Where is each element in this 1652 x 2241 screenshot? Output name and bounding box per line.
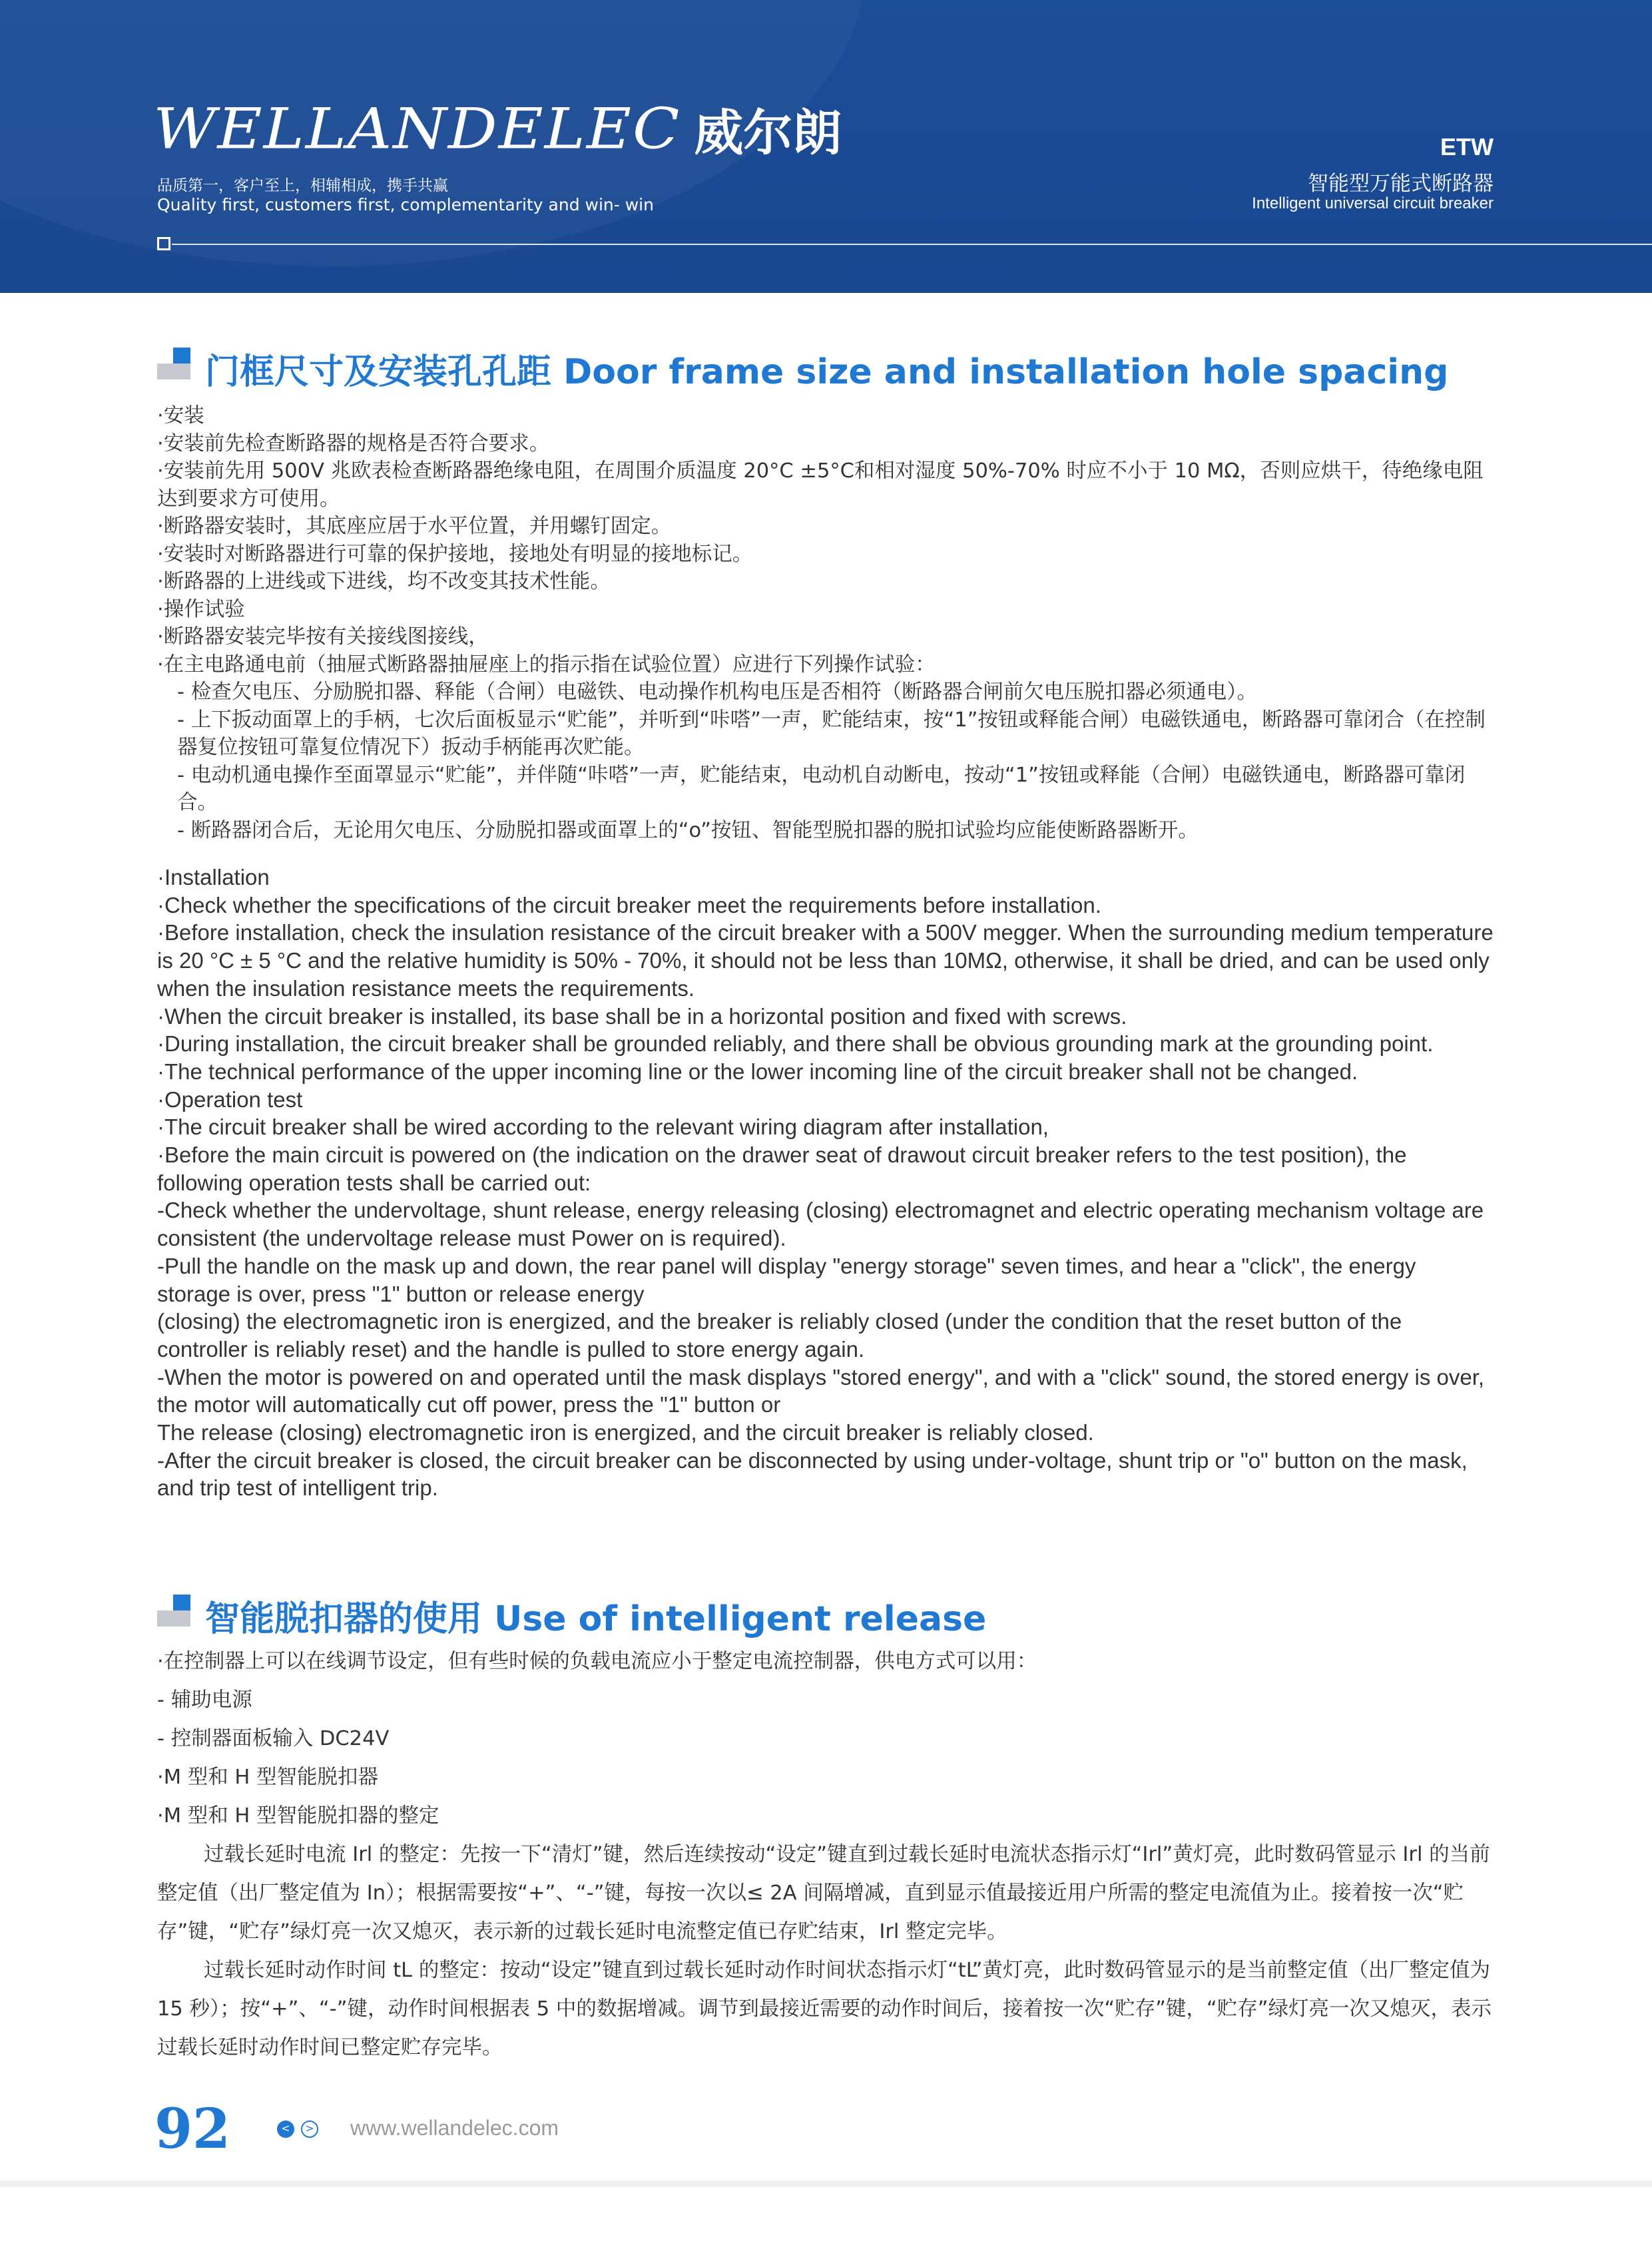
product-name-en: Intelligent universal circuit breaker	[1252, 194, 1494, 212]
paragraph: ·安装前先用 500V 兆欧表检查断路器绝缘电阻，在周围介质温度 20°C ±5°C和相对湿度 50%-70% 时应不小于 10 MΩ，否则应烘干，待绝缘电阻达到要求方可使用。	[157, 459, 1484, 511]
paragraph: ·Check whether the specifications of the circuit breaker meet the requirements before installation.	[157, 892, 1101, 917]
footer-bar	[0, 2180, 1652, 2187]
paragraph: ·The technical performance of the upper incoming line or the lower incoming line of the circuit breaker shall not be changed.	[157, 1059, 1358, 1084]
paragraph: ·断路器的上进线或下进线，均不改变其技术性能。	[157, 570, 611, 593]
paragraph: ·安装时对断路器进行可靠的保护接地，接地处有明显的接地标记。	[157, 542, 753, 566]
paragraph: ·When the circuit breaker is installed, its base shall be in a horizontal position and fixed with screws.	[157, 1003, 1127, 1029]
header-banner	[0, 0, 1652, 293]
paragraph: -Check whether the undervoltage, shunt release, energy releasing (closing) electromagnet and electric operating mechanism voltage are consistent (the undervoltage release must Power on is required).	[157, 1198, 1484, 1251]
paragraph: ·Before the main circuit is powered on (the indication on the drawer seat of drawout circuit breaker refers to the test position), the following operation tests shall be carried out:	[157, 1142, 1407, 1195]
section-marker-icon	[157, 346, 192, 381]
paragraph: ·操作试验	[157, 597, 245, 621]
paragraph: ·断路器安装时，其底座应居于水平位置，并用螺钉固定。	[157, 515, 672, 538]
slogan-cn: 品质第一，客户至上，相辅相成，携手共赢	[157, 177, 448, 194]
section1-title: 门框尺寸及安装孔孔距 Door frame size and installation hole spacing	[205, 352, 1449, 392]
header-divider	[172, 244, 1652, 245]
paragraph: ·M 型和 H 型智能脱扣器	[157, 1766, 379, 1789]
paragraph: - 电动机通电操作至面罩显示“贮能”，并伴随“咔嗒”一声，贮能结束，电动机自动断电，按动“1”按钮或释能（合闸）电磁铁通电，断路器可靠闭合。	[177, 763, 1466, 814]
logo-text-en: WELLANDELEC	[153, 96, 681, 162]
paragraph: - 辅助电源	[157, 1688, 252, 1712]
section1-en-text	[157, 864, 1495, 1502]
paragraph: ·断路器安装完毕按有关接线图接线，	[157, 625, 489, 648]
paragraph: ·安装	[157, 404, 204, 427]
product-name-cn: 智能型万能式断路器	[1308, 172, 1494, 196]
paragraph: -When the motor is powered on and operated until the mask displays "stored energy", and with a "click" sound, the stored energy is over, the motor will automatically cut off power, press the "1" button or	[157, 1364, 1485, 1417]
page-number: 92	[154, 2097, 231, 2161]
paragraph: 过载长延时电流 Irl 的整定：先按一下“清灯”键，然后连续按动“设定”键直到过载长延时电流状态指示灯“Irl”黄灯亮，此时数码管显示 Irl 的当前整定值（出厂整定值为 In）；根据需要按“+”、“-”键，每按一次以≤ 2A 间隔增减，直到显示值最接近用户所需的整定电流值为止。接着按一次“贮存”键，“贮存”绿灯亮一次又熄灭，表示新的过载长延时电流整定值已存贮结束，Irl 整定完毕。	[157, 1843, 1490, 1943]
square-bullet-icon	[157, 237, 170, 250]
section-marker-icon	[157, 1593, 192, 1628]
paragraph: The release (closing) electromagnetic iron is energized, and the circuit breaker is reliably closed.	[157, 1420, 1094, 1445]
paragraph: - 上下扳动面罩上的手柄，七次后面板显示“贮能”，并听到“咔嗒”一声，贮能结束，按“1”按钮或释能合闸）电磁铁通电，断路器可靠闭合（在控制器复位按钮可靠复位情况下）扳动手柄能再次贮能。	[177, 708, 1486, 759]
paragraph: - 检查欠电压、分励脱扣器、释能（合闸）电磁铁、电动操作机构电压是否相符（断路器合闸前欠电压脱扣器必须通电）。	[177, 680, 1257, 704]
section2-title: 智能脱扣器的使用 Use of intelligent release	[205, 1599, 987, 1639]
website-url[interactable]: www.wellandelec.com	[350, 2116, 559, 2140]
paragraph: (closing) the electromagnetic iron is energized, and the breaker is reliably closed (under the condition that the reset button of the controller is reliably reset) and the handle is pulled to store energy again.	[157, 1309, 1402, 1362]
brand-logo	[153, 93, 842, 164]
paragraph: ·Installation	[157, 865, 270, 889]
paragraph: ·M 型和 H 型智能脱扣器的整定	[157, 1804, 439, 1828]
slogan-en: Quality first, customers first, complementarity and win- win	[157, 195, 654, 214]
section1-cn-text	[157, 402, 1495, 844]
paragraph: ·在控制器上可以在线调节设定，但有些时候的负载电流应小于整定电流控制器，供电方式可以用：	[157, 1650, 1037, 1673]
section2-body	[157, 1642, 1495, 2067]
paragraph: - 控制器面板输入 DC24V	[157, 1727, 390, 1750]
paragraph: ·The circuit breaker shall be wired according to the relevant wiring diagram after installation,	[157, 1115, 1049, 1140]
logo-text-cn: 威尔朗	[694, 105, 842, 162]
paragraph: - 断路器闭合后，无论用欠电压、分励脱扣器或面罩上的“o”按钮、智能型脱扣器的脱扣试验均应能使断路器断开。	[177, 818, 1199, 842]
paragraph: ·During installation, the circuit breaker shall be grounded reliably, and there shall be obvious grounding mark at the grounding point.	[157, 1031, 1434, 1057]
paragraph: -After the circuit breaker is closed, the circuit breaker can be disconnected by using under-voltage, shunt trip or "o" button on the mask, and trip test of intelligent trip.	[157, 1447, 1468, 1501]
paragraph: 过载长延时动作时间 tL 的整定：按动“设定”键直到过载长延时动作时间状态指示灯“tL”黄灯亮，此时数码管显示的是当前整定值（出厂整定值为 15 秒）；按“+”、“-”键，动作时间根据表 5 中的数据增减。调节到最接近需要的动作时间后，接着按一次“贮存”键，“贮存”绿灯亮一次又熄灭，表示过载长延时动作时间已整定贮存完毕。	[157, 1959, 1492, 2059]
paragraph: ·安装前先检查断路器的规格是否符合要求。	[157, 431, 550, 455]
paragraph: ·Operation test	[157, 1087, 303, 1112]
paragraph: ·在主电路通电前（抽屉式断路器抽屉座上的指示指在试验位置）应进行下列操作试验：	[157, 652, 936, 676]
section1-body	[157, 402, 1495, 1502]
prev-page-icon[interactable]: <	[277, 2120, 294, 2138]
next-page-icon[interactable]: >	[301, 2120, 318, 2138]
product-code: ETW	[1440, 133, 1494, 160]
paragraph: -Pull the handle on the mask up and down, the rear panel will display "energy storage" seven times, and hear a "click", the energy storage is over, press "1" button or release energy	[157, 1253, 1416, 1306]
paragraph: ·Before installation, check the insulation resistance of the circuit breaker with a 500V megger. When the surrounding medium temperature is 20 °C ± 5 °C and the relative humidity is 50% - 70%, it should not be less than 10MΩ, otherwise, it shall be dried, and can be used only when the insulation resistance meets the requirements.	[157, 920, 1494, 1001]
